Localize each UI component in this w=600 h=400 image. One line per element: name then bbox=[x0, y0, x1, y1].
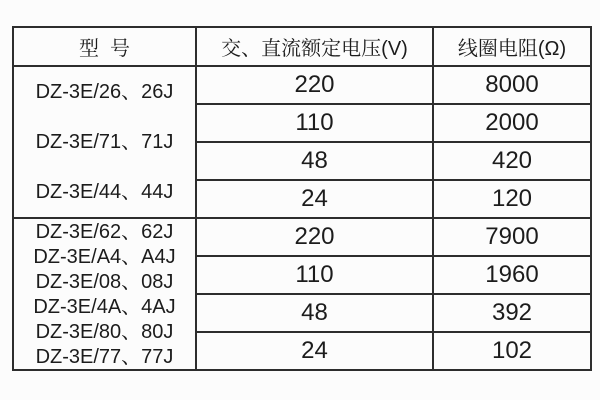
model-label: DZ-3E/71、71J bbox=[35, 131, 174, 153]
resistance-value: 120 bbox=[433, 180, 591, 218]
model-label: DZ-3E/4A、4AJ bbox=[33, 295, 176, 318]
voltage-value: 24 bbox=[196, 180, 433, 218]
resistance-value: 7900 bbox=[433, 218, 591, 256]
header-row bbox=[13, 27, 591, 66]
model-group-cell-1 bbox=[13, 66, 196, 218]
resistance-value: 392 bbox=[433, 294, 591, 332]
voltage-value: 220 bbox=[196, 218, 433, 256]
voltage-value: 110 bbox=[196, 256, 433, 294]
column-header-voltage: 交、直流额定电压(V) bbox=[196, 27, 433, 66]
model-group-1-list bbox=[14, 67, 195, 217]
model-label: DZ-3E/62、62J bbox=[35, 220, 174, 243]
model-group-2-list bbox=[14, 219, 195, 369]
voltage-value: 220 bbox=[196, 66, 433, 104]
model-label: DZ-3E/A4、A4J bbox=[33, 245, 176, 268]
voltage-value: 48 bbox=[196, 294, 433, 332]
column-header-model: 型 号 bbox=[13, 27, 196, 66]
model-label: DZ-3E/44、44J bbox=[35, 181, 174, 203]
relay-spec-table bbox=[12, 26, 592, 371]
model-label: DZ-3E/77、77J bbox=[35, 345, 174, 368]
resistance-value: 420 bbox=[433, 142, 591, 180]
model-group-cell-2 bbox=[13, 218, 196, 370]
model-label: DZ-3E/80、80J bbox=[35, 320, 174, 343]
resistance-value: 1960 bbox=[433, 256, 591, 294]
column-header-resistance: 线圈电阻(Ω) bbox=[433, 27, 591, 66]
voltage-value: 24 bbox=[196, 332, 433, 370]
model-label: DZ-3E/08、08J bbox=[35, 270, 174, 293]
model-label: DZ-3E/26、26J bbox=[35, 81, 174, 103]
table-row bbox=[13, 218, 591, 256]
resistance-value: 2000 bbox=[433, 104, 591, 142]
voltage-value: 110 bbox=[196, 104, 433, 142]
resistance-value: 102 bbox=[433, 332, 591, 370]
voltage-value: 48 bbox=[196, 142, 433, 180]
resistance-value: 8000 bbox=[433, 66, 591, 104]
table-row bbox=[13, 66, 591, 104]
